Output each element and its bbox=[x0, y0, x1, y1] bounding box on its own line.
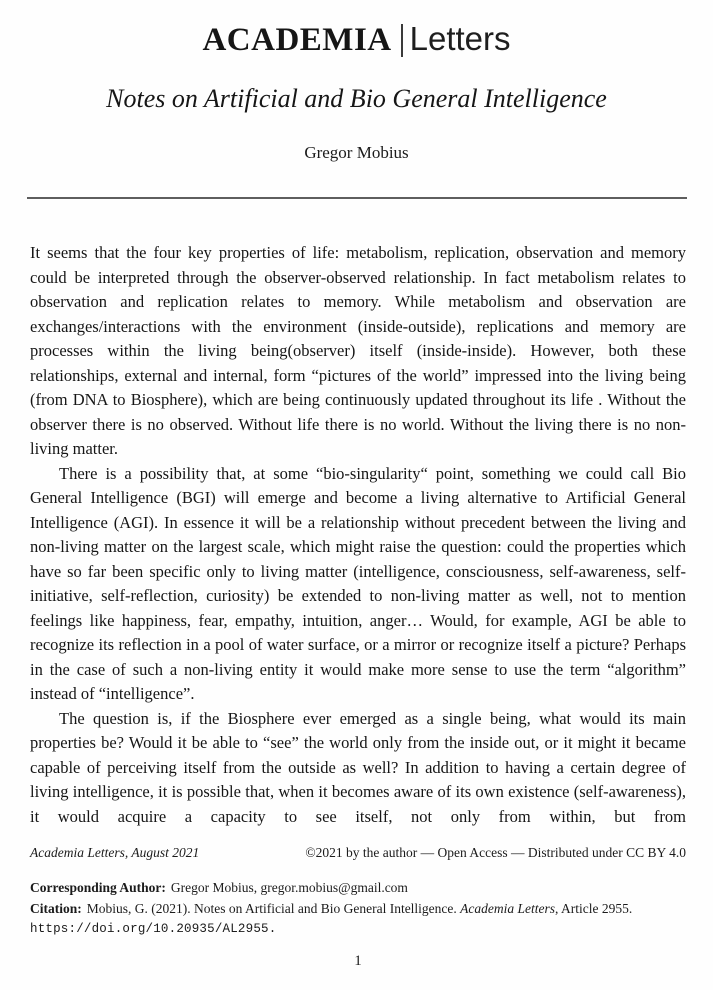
page-footer bbox=[30, 845, 686, 970]
credits-block bbox=[30, 878, 686, 940]
citation-text: Mobius, G. (2021). Notes on Artificial and Bio General Intelligence. bbox=[86, 900, 461, 916]
copyright-notice: ©2021 by the author — Open Access — Distributed under CC BY 4.0 bbox=[305, 845, 686, 860]
brand-divider-bar bbox=[401, 24, 403, 57]
journal-issue: Academia Letters, August 2021 bbox=[30, 845, 200, 860]
corresponding-author-label: Corresponding Author: bbox=[30, 880, 166, 895]
article-title: Notes on Artificial and Bio General Intelligence bbox=[106, 84, 607, 113]
header-rule bbox=[27, 197, 687, 199]
brand-letters-text: Letters bbox=[409, 20, 511, 57]
article-author: Gregor Mobius bbox=[304, 143, 409, 162]
page-number: 1 bbox=[354, 952, 362, 969]
article-body bbox=[0, 241, 713, 829]
footer-meta-row bbox=[30, 845, 686, 861]
citation-suffix: , Article 2955. bbox=[555, 900, 633, 916]
paragraph-2: There is a possibility that, at some “bio-singularity“ point, something we could call Bio General Intelligence (BGI) will emerge and become a living alternative to Artificial General Intelligence (AGI). In essence it will be a relationship without precedent between the living and non-living matter on the largest scale, which might raise the question: could the properties which have so far been specific only to living matter (intelligence, consciousness, self-awareness, self-initiative, self-reflection, curiosity) be extended to non-living matter as well, not to mention feelings like happiness, fear, empathy, intuition, anger… Would, for example, AGI be able to recognize its reflection in a pool of water surface, or a mirror or recognize itself a picture? Perhaps in the case of such a non-living entity it would make more sense to use the term “algorithm” instead of “intelligence”. bbox=[30, 463, 686, 703]
brand-logo bbox=[0, 20, 713, 59]
corresponding-author-line bbox=[30, 878, 686, 899]
citation-journal-name: Academia Letters bbox=[460, 900, 556, 916]
brand-academia-text: ACADEMIA bbox=[202, 22, 392, 58]
citation-label: Citation: bbox=[30, 900, 82, 916]
paragraph-1: It seems that the four key properties of life: metabolism, replication, observation and memory could be interpreted through the observer-observed relationship. In fact metabolism relates to observation and replication relates to memory. While metabolism and observation are exchanges/interactions with the environment (inside-outside), replications and memory are processes within the living being(observer) itself (inside-inside). However, both these relationships, external and internal, form “pictures of the world” impressed into the living being (from DNA to Biosphere), which are being continuously updated throughout its life . Without the observer there is no observed. Without life there is no world. Without the living there is no non-living matter. bbox=[30, 243, 686, 458]
citation-doi: https://doi.org/10.20935/AL2955. bbox=[30, 922, 277, 936]
paragraph-3: The question is, if the Biosphere ever emerged as a single being, what would its main properties be? Would it be able to “see” the world only from the inside out, or it might it became capable of perceiving itself from the outside as well? In addition to having a certain degree of living intelligence, it is possible that, when it becomes aware of its own existence (self-awareness), it would acquire a capacity to see itself, not only from within, but from bbox=[30, 708, 686, 826]
corresponding-author-value: Gregor Mobius, gregor.mobius@gmail.com bbox=[170, 880, 408, 895]
citation-line bbox=[30, 899, 686, 920]
